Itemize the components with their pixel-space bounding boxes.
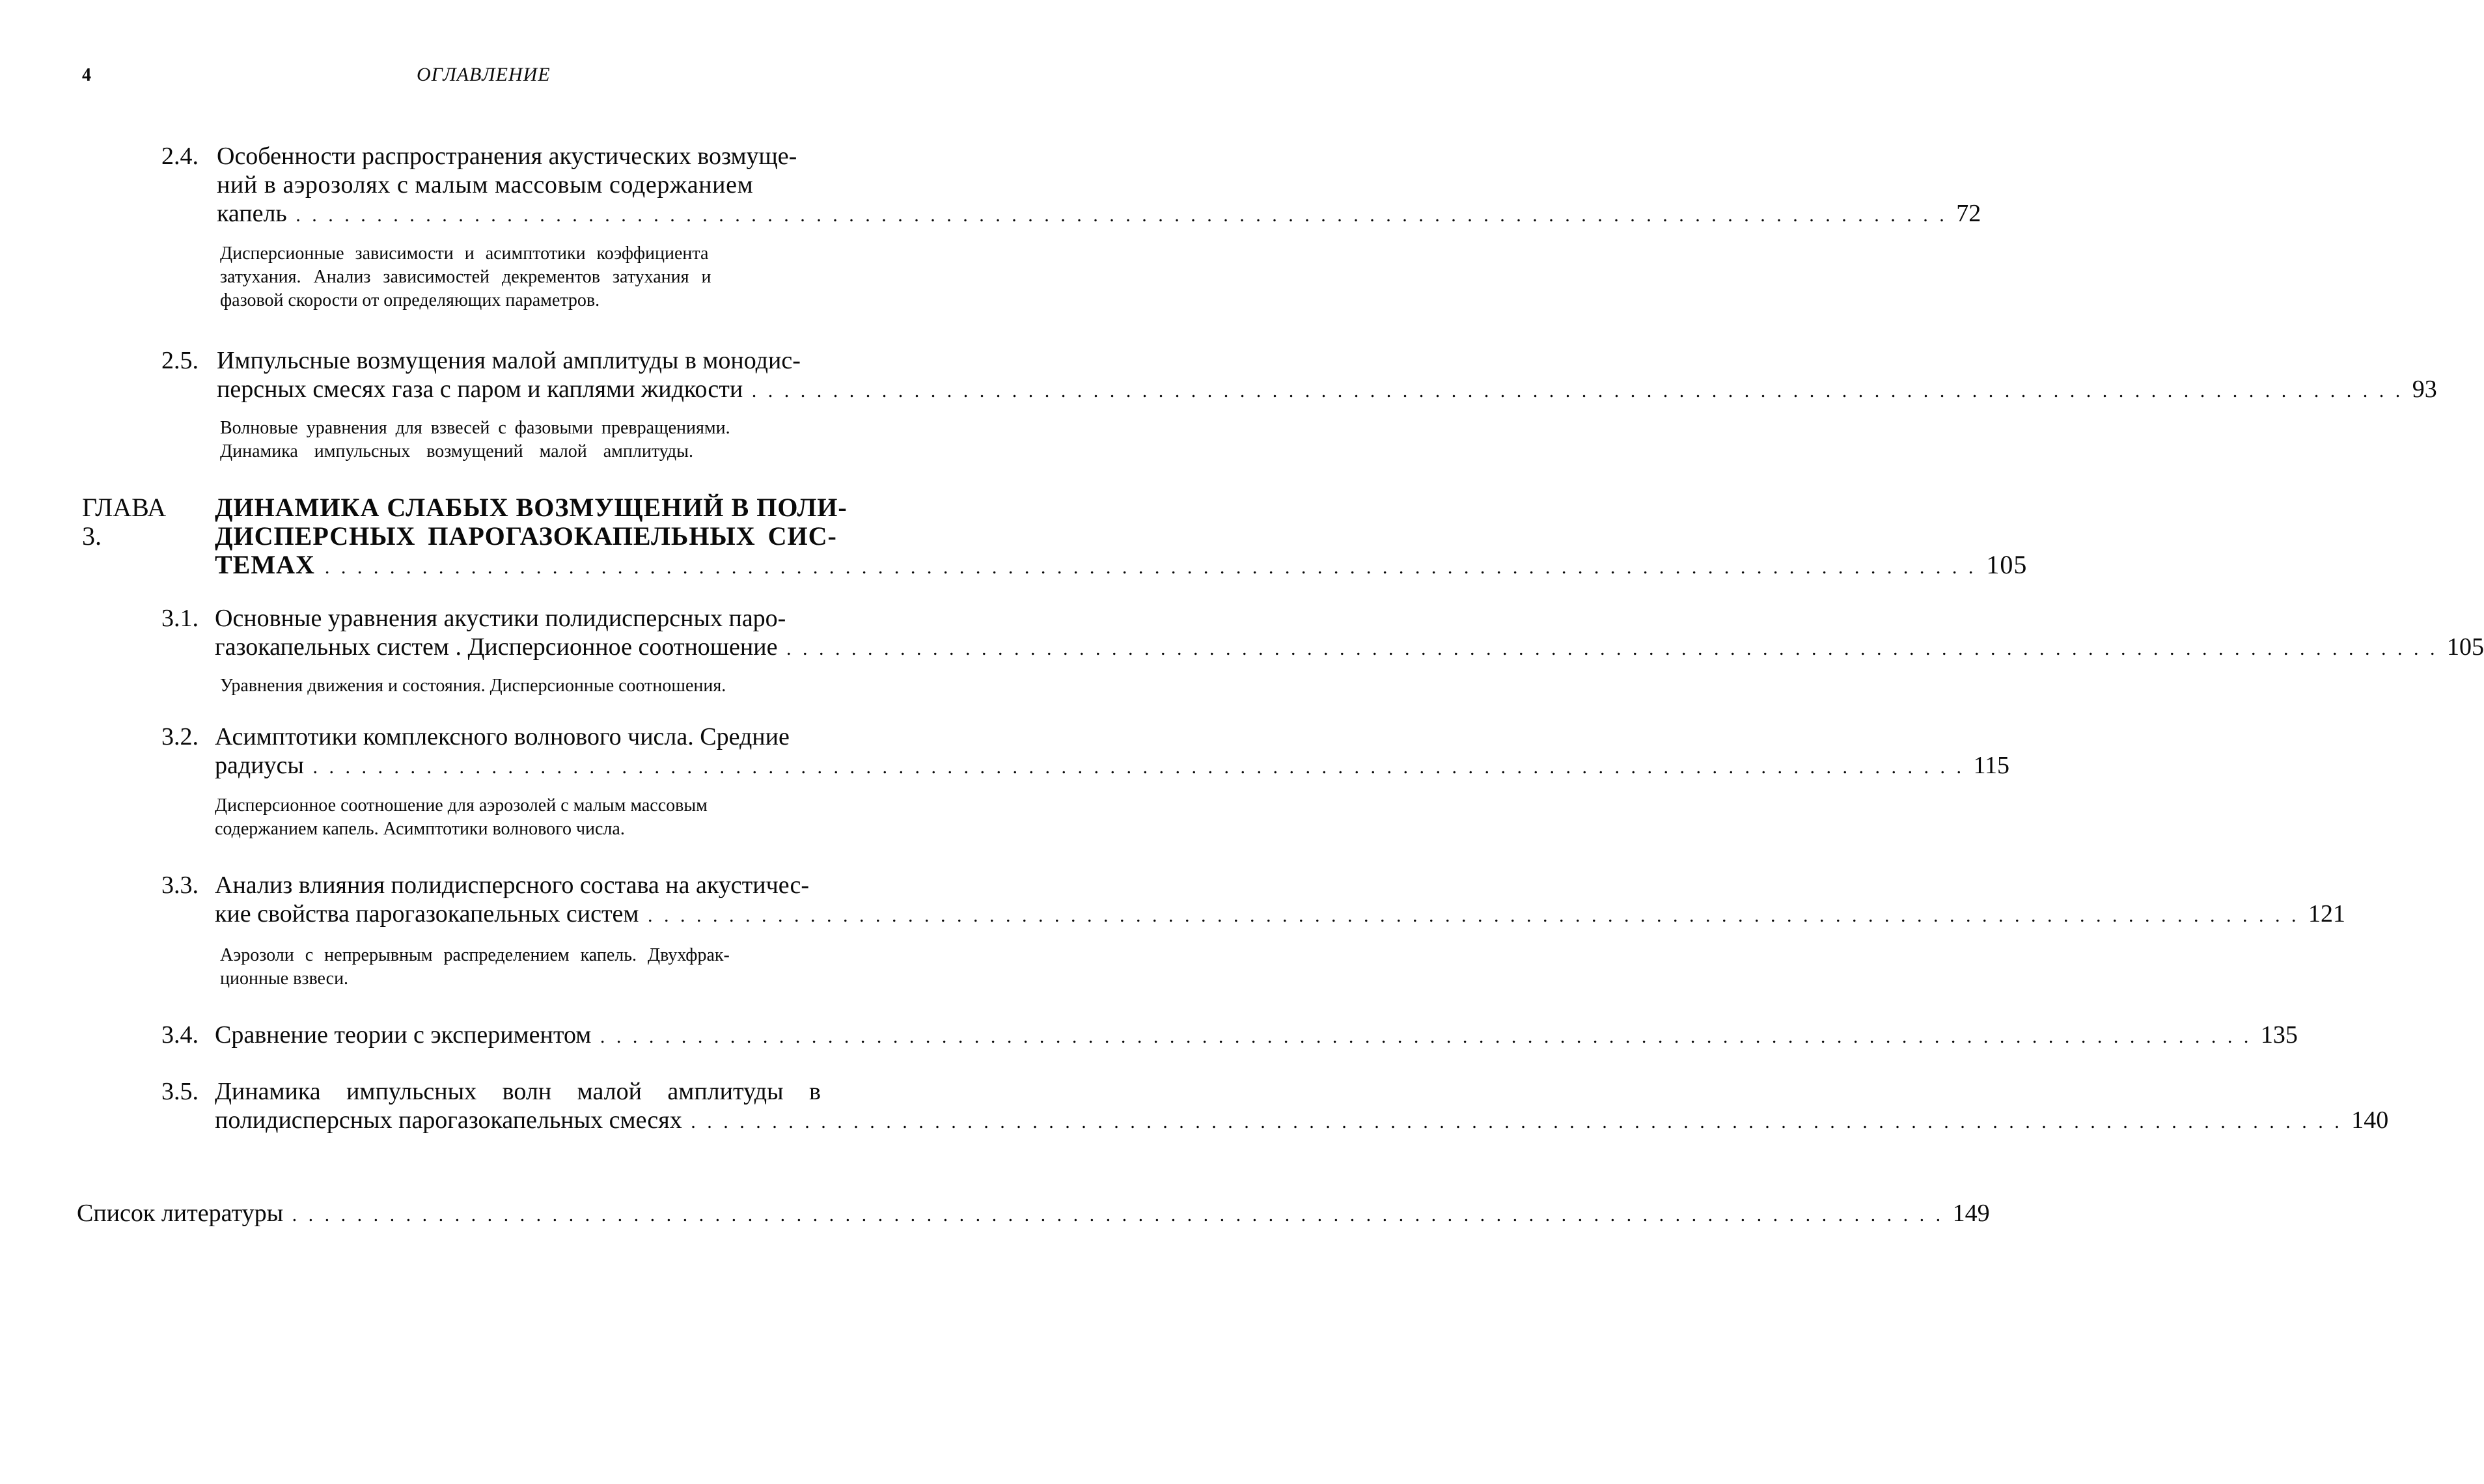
title-leader-line	[217, 375, 2437, 405]
title-line-text: кие свойства парогазокапельных систем	[215, 900, 639, 928]
entry-number: 3.5.	[161, 1078, 199, 1105]
entry-title	[217, 346, 2437, 405]
entry-title	[217, 142, 1981, 230]
description-line: Аэрозоли с непрерывным распределением капель. Двухфрак-	[220, 945, 730, 965]
page-number: 4	[82, 65, 91, 85]
title-leader-line	[215, 751, 2010, 782]
chapter-title	[215, 493, 2028, 582]
entry-description	[220, 417, 884, 463]
title-line: ДИНАМИКА СЛАБЫХ ВОЗМУЩЕНИЙ В ПОЛИ-	[215, 493, 848, 522]
entry-number: 3.2.	[161, 723, 199, 750]
leader-dots	[325, 556, 1977, 578]
page-ref: 121	[2308, 900, 2345, 928]
title-line: Основные уравнения акустики полидисперсных паро-	[215, 605, 786, 632]
title-line: ДИСПЕРСНЫХ ПАРОГАЗОКАПЕЛЬНЫХ СИС-	[215, 521, 837, 551]
entry-number: 2.5.	[161, 347, 199, 374]
leader-dots	[600, 1026, 2252, 1047]
title-leader-line	[215, 900, 2345, 930]
leader-dots	[786, 638, 2438, 659]
entry-title	[77, 1199, 1990, 1230]
page-ref: 72	[1956, 200, 1981, 227]
title-line-text: Сравнение теории с экспериментом	[215, 1021, 592, 1049]
page-ref: 105	[2446, 633, 2484, 661]
entry-title	[215, 722, 2010, 782]
title-leader-line	[215, 550, 2028, 582]
page-ref: 135	[2260, 1021, 2298, 1049]
entry-title	[215, 1021, 2298, 1051]
title-leader-line	[77, 1199, 1990, 1230]
entry-description	[220, 944, 890, 991]
entry-title	[215, 604, 2484, 663]
entry-description	[220, 242, 877, 312]
leader-dots	[648, 905, 2300, 926]
description-line: Дисперсионные зависимости и асимптотики коэффициента	[220, 243, 709, 264]
title-line-text: полидисперсных парогазокапельных смесях	[215, 1106, 682, 1134]
title-line	[217, 142, 876, 171]
running-head: ОГЛАВЛЕНИЕ	[417, 64, 551, 85]
entry-description	[220, 674, 890, 698]
description-line: Уравнения движения и состояния. Дисперсионные соотношения.	[220, 676, 726, 696]
title-leader-line	[215, 1106, 2389, 1136]
description-line: Волновые уравнения для взвесей с фазовыми превращениями.	[220, 418, 730, 438]
title-line-text: Особенности распространения акустических возмуще-	[217, 143, 797, 170]
entry-title	[215, 1077, 2389, 1136]
title-line-text: ТЕМАХ	[215, 550, 315, 579]
description-line: содержанием капель. Асимптотики волнового числа.	[215, 819, 625, 839]
leader-dots	[292, 1204, 1944, 1226]
entry-number: 3.1.	[161, 605, 199, 632]
title-line: Динамика импульсных волн малой амплитуды в	[215, 1078, 821, 1105]
title-leader-line	[215, 633, 2484, 663]
entry-number: 3.4.	[161, 1021, 199, 1049]
leader-dots	[296, 204, 1948, 226]
title-line: Импульсные возмущения малой амплитуды в монодис-	[217, 347, 801, 374]
page-ref: 140	[2351, 1106, 2389, 1134]
description-line: Динамика импульсных возмущений малой амплитуды.	[220, 441, 693, 461]
description-line: затухания. Анализ зависимостей декрементов затухания и	[220, 267, 711, 287]
title-line: Асимптотики комплексного волнового числа. Средние	[215, 723, 790, 750]
description-line: фазовой скорости от определяющих параметров.	[220, 290, 600, 310]
title-line-text: персных смесях газа с паром и каплями жидкости	[217, 376, 743, 403]
title-line-text: Список литературы	[77, 1200, 284, 1227]
leader-dots	[312, 756, 1965, 778]
page-ref: 115	[1973, 752, 2010, 779]
entry-number: 3.3.	[161, 872, 199, 899]
entry-number: 2.4.	[161, 143, 199, 170]
leader-dots	[691, 1111, 2343, 1133]
chapter-number: ГЛАВА 3.	[82, 493, 167, 551]
leader-dots	[752, 380, 2404, 402]
title-line: Анализ влияния полидисперсного состава на акустичес-	[215, 872, 810, 899]
title-line-text: газокапельных систем . Дисперсионное соотношение	[215, 633, 778, 661]
page-ref: 149	[1952, 1200, 1990, 1227]
description-line: ционные взвеси.	[220, 969, 349, 989]
title-line-text: радиусы	[215, 752, 304, 779]
title-line-text: капель	[217, 200, 287, 227]
title-leader-line	[215, 1021, 2298, 1051]
title-leader-line	[217, 199, 1981, 230]
entry-description	[215, 794, 885, 841]
description-line: Дисперсионное соотношение для аэрозолей с малым массовым	[215, 795, 708, 816]
entry-title	[215, 871, 2345, 930]
page-ref: 93	[2412, 376, 2437, 403]
title-line: ний в аэрозолях с малым массовым содержанием	[217, 171, 754, 199]
page-ref: 105	[1986, 550, 2028, 579]
